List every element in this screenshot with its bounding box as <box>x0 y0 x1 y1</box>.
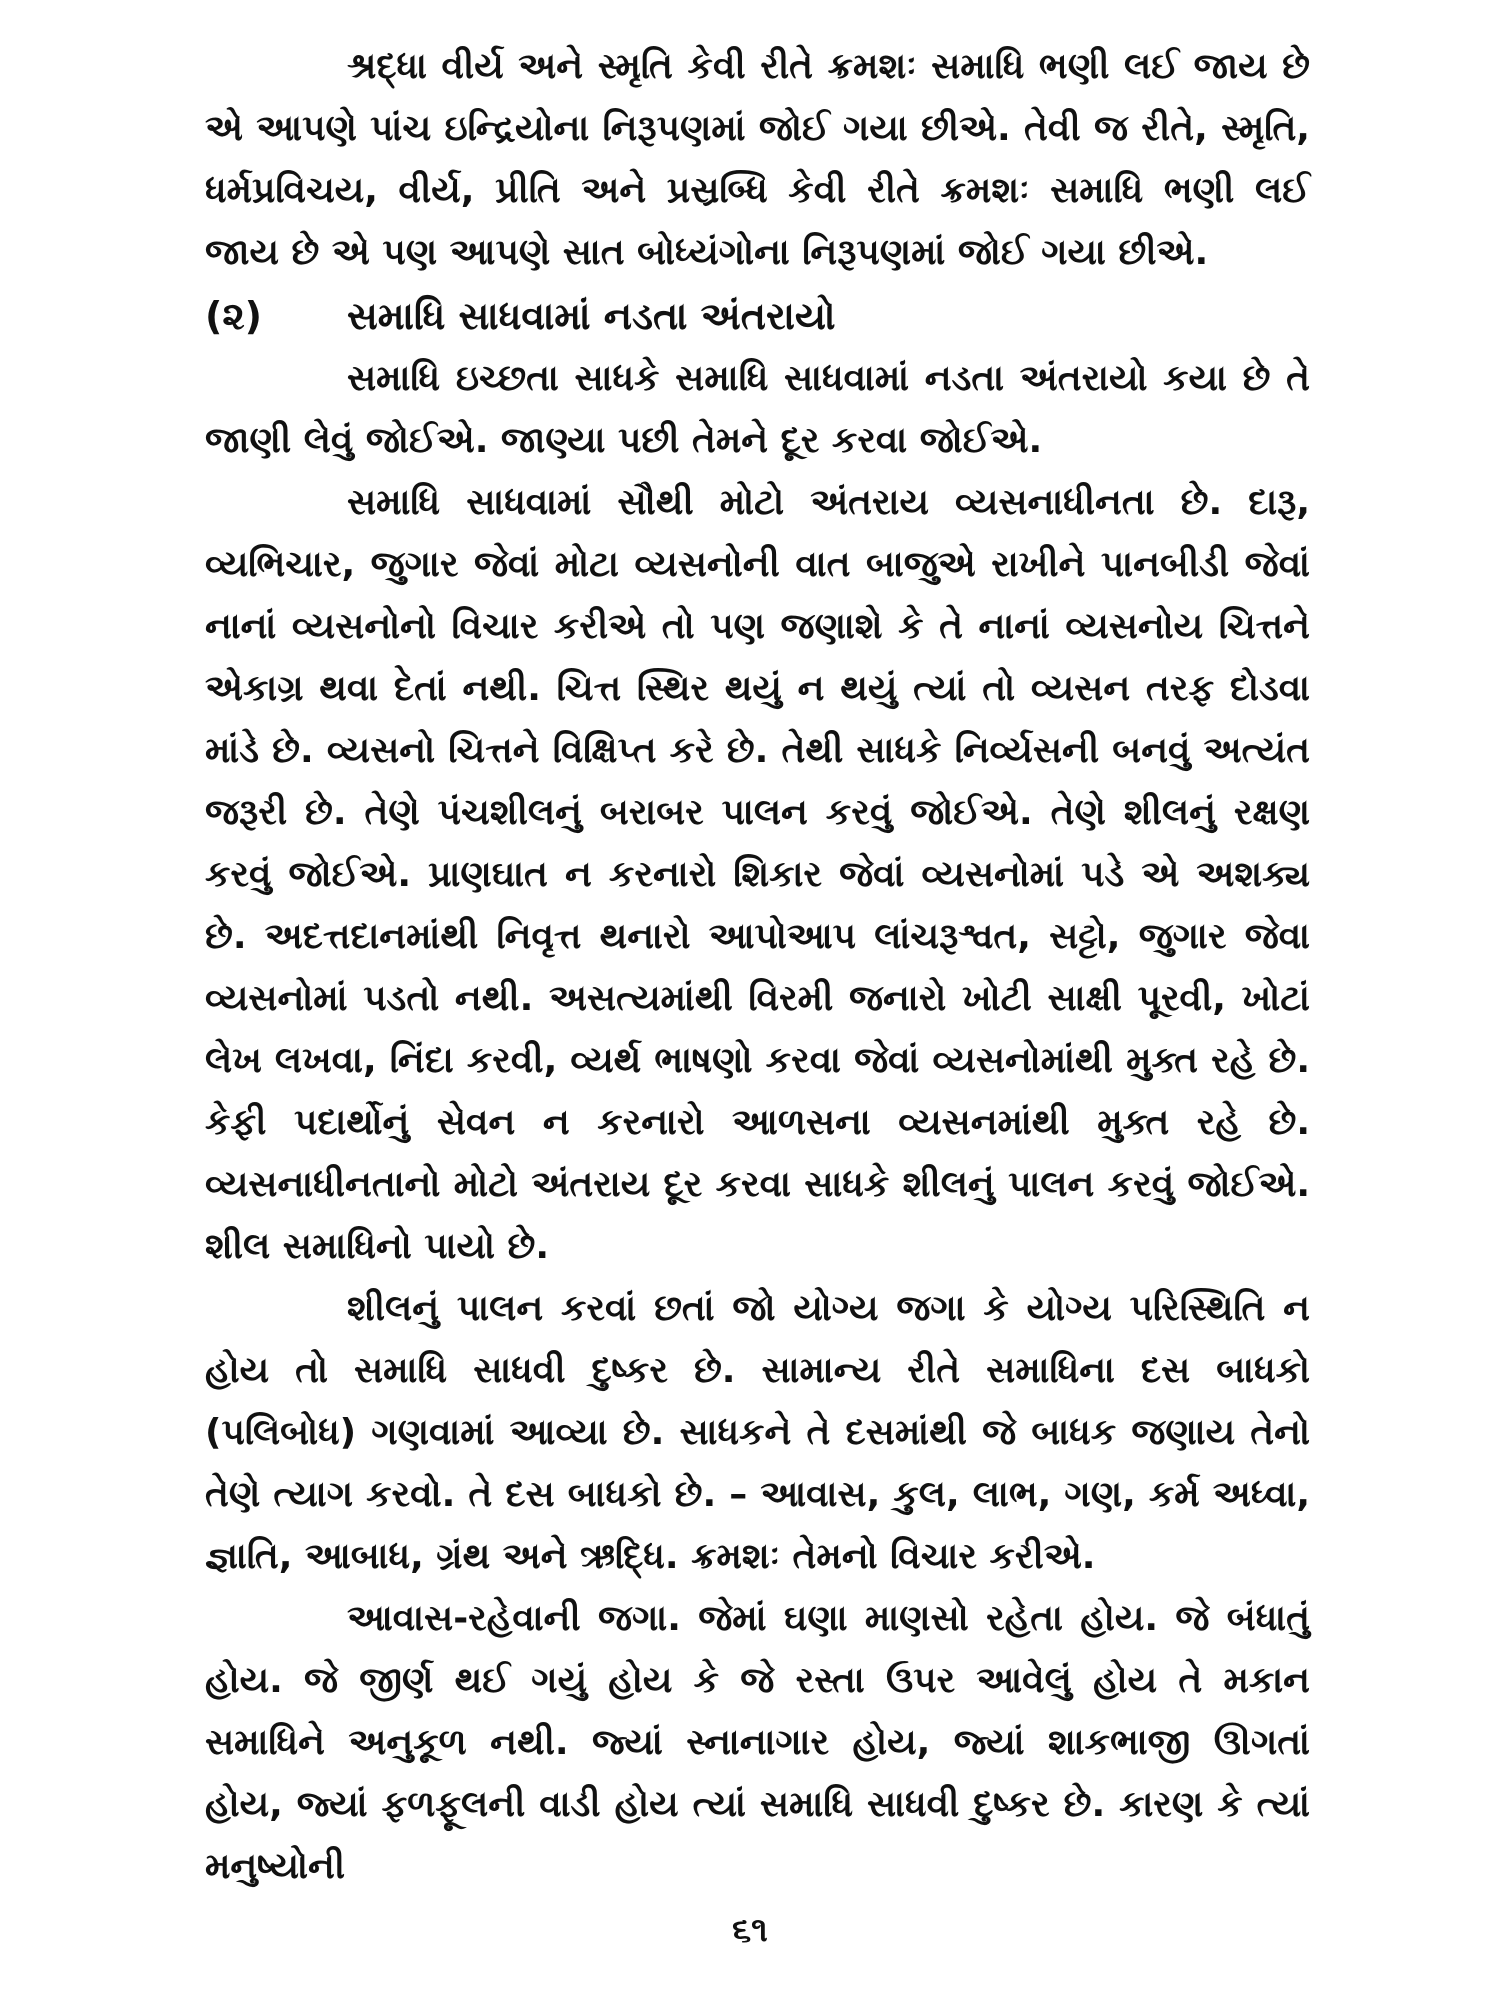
section-title: સમાધિ સાધવામાં નડતા અંતરાયો <box>347 294 836 338</box>
paragraph-obstacles-intro: સમાધિ ઇચ્છતા સાધકે સમાધિ સાધવામાં નડતા અંતરાયો કયા છે તે જાણી લેવું જોઈએ. જાણ્યા પછી તેમને દૂર કરવા જોઈએ. <box>205 358 1310 461</box>
section-heading <box>205 284 1310 348</box>
book-page <box>205 36 1310 1976</box>
paragraph-dwelling: આવાસ-રહેવાની જગા. જેમાં ઘણા માણસો રહેતા હોય. જે બંધાતું હોય. જે જીર્ણ થઈ ગયું હોય કે જે રસ્તા ઉપર આવેલું હોય તે મકાન સમાધિને અનુકૂળ નથી. જ્યાં સ્નાનાગાર હોય, જ્યાં શાકભાજી ઊગતાં હોય, જ્યાં ફળફૂલની વાડી હોય ત્યાં સમાધિ સાધવી દુષ્કર છે. કારણ કે ત્યાં મનુષ્યોની <box>205 1598 1310 1887</box>
page-number: ૬૧ <box>732 1910 768 1950</box>
paragraph-addiction: સમાધિ સાધવામાં સૌથી મોટો અંતરાય વ્યસનાધીનતા છે. દારૂ, વ્યભિચાર, જુગાર જેવાં મોટા વ્યસનોની વાત બાજુએ રાખીને પાનબીડી જેવાં નાનાં વ્યસનોનો વિચાર કરીએ તો પણ જણાશે કે તે નાનાં વ્યસનોય ચિત્તને એકાગ્ર થવા દેતાં નથી. ચિત્ત સ્થિર થયું ન થયું ત્યાં તો વ્યસન તરફ દોડવા માંડે છે. વ્યસનો ચિત્તને વિક્ષિપ્ત કરે છે. તેથી સાધકે નિર્વ્યસની બનવું અત્યંત જરૂરી છે. તેણે પંચશીલનું બરાબર પાલન કરવું જોઈએ. તેણે શીલનું રક્ષણ કરવું જોઈએ. પ્રાણઘાત ન કરનારો શિકાર જેવાં વ્યસનોમાં પડે એ અશક્ય છે. અદત્તદાનમાંથી નિવૃત્ત થનારો આપોઆપ લાંચરૂશ્વત, સટ્ટો, જુગાર જેવા વ્યસનોમાં પડતો નથી. અસત્યમાંથી વિરમી જનારો ખોટી સાક્ષી પૂરવી, ખોટાં લેખ લખવા, નિંદા કરવી, વ્યર્થ ભાષણો કરવા જેવાં વ્યસનોમાંથી મુક્ત રહે છે. કેફી પદાર્થોનું સેવન ન કરનારો આળસના વ્યસનમાંથી મુક્ત રહે છે. વ્યસનાધીનતાનો મોટો અંતરાય દૂર કરવા સાધકે શીલનું પાલન કરવું જોઈએ. શીલ સમાધિનો પાયો છે. <box>205 482 1310 1267</box>
section-number: (૨) <box>205 294 263 338</box>
intro-paragraph: શ્રદ્ધા વીર્ય અને સ્મૃતિ કેવી રીતે ક્રમશઃ સમાધિ ભણી લઈ જાય છે એ આપણે પાંચ ઇન્દ્રિયોના નિરૂપણમાં જોઈ ગયા છીએ. તેવી જ રીતે, સ્મૃતિ, ધર્મપ્રવિચય, વીર્ય, પ્રીતિ અને પ્રસ્રબ્ધિ કેવી રીતે ક્રમશઃ સમાધિ ભણી લઈ જાય છે એ પણ આપણે સાત બોધ્યંગોના નિરૂપણમાં જોઈ ગયા છીએ. <box>205 46 1310 273</box>
paragraph-ten-hindrances: શીલનું પાલન કરવાં છતાં જો યોગ્ય જગા કે યોગ્ય પરિસ્થિતિ ન હોય તો સમાધિ સાધવી દુષ્કર છે. સામાન્ય રીતે સમાધિના દસ બાધકો (પલિબોધ) ગણવામાં આવ્યા છે. સાધકને તે દસમાંથી જે બાધક જણાય તેનો તેણે ત્યાગ કરવો. તે દસ બાધકો છે. – આવાસ, કુલ, લાભ, ગણ, કર્મ અધ્વા, જ્ઞાતિ, આબાધ, ગ્રંથ અને ઋદ્ધિ. ક્રમશઃ તેમનો વિચાર કરીએ. <box>205 1288 1310 1577</box>
